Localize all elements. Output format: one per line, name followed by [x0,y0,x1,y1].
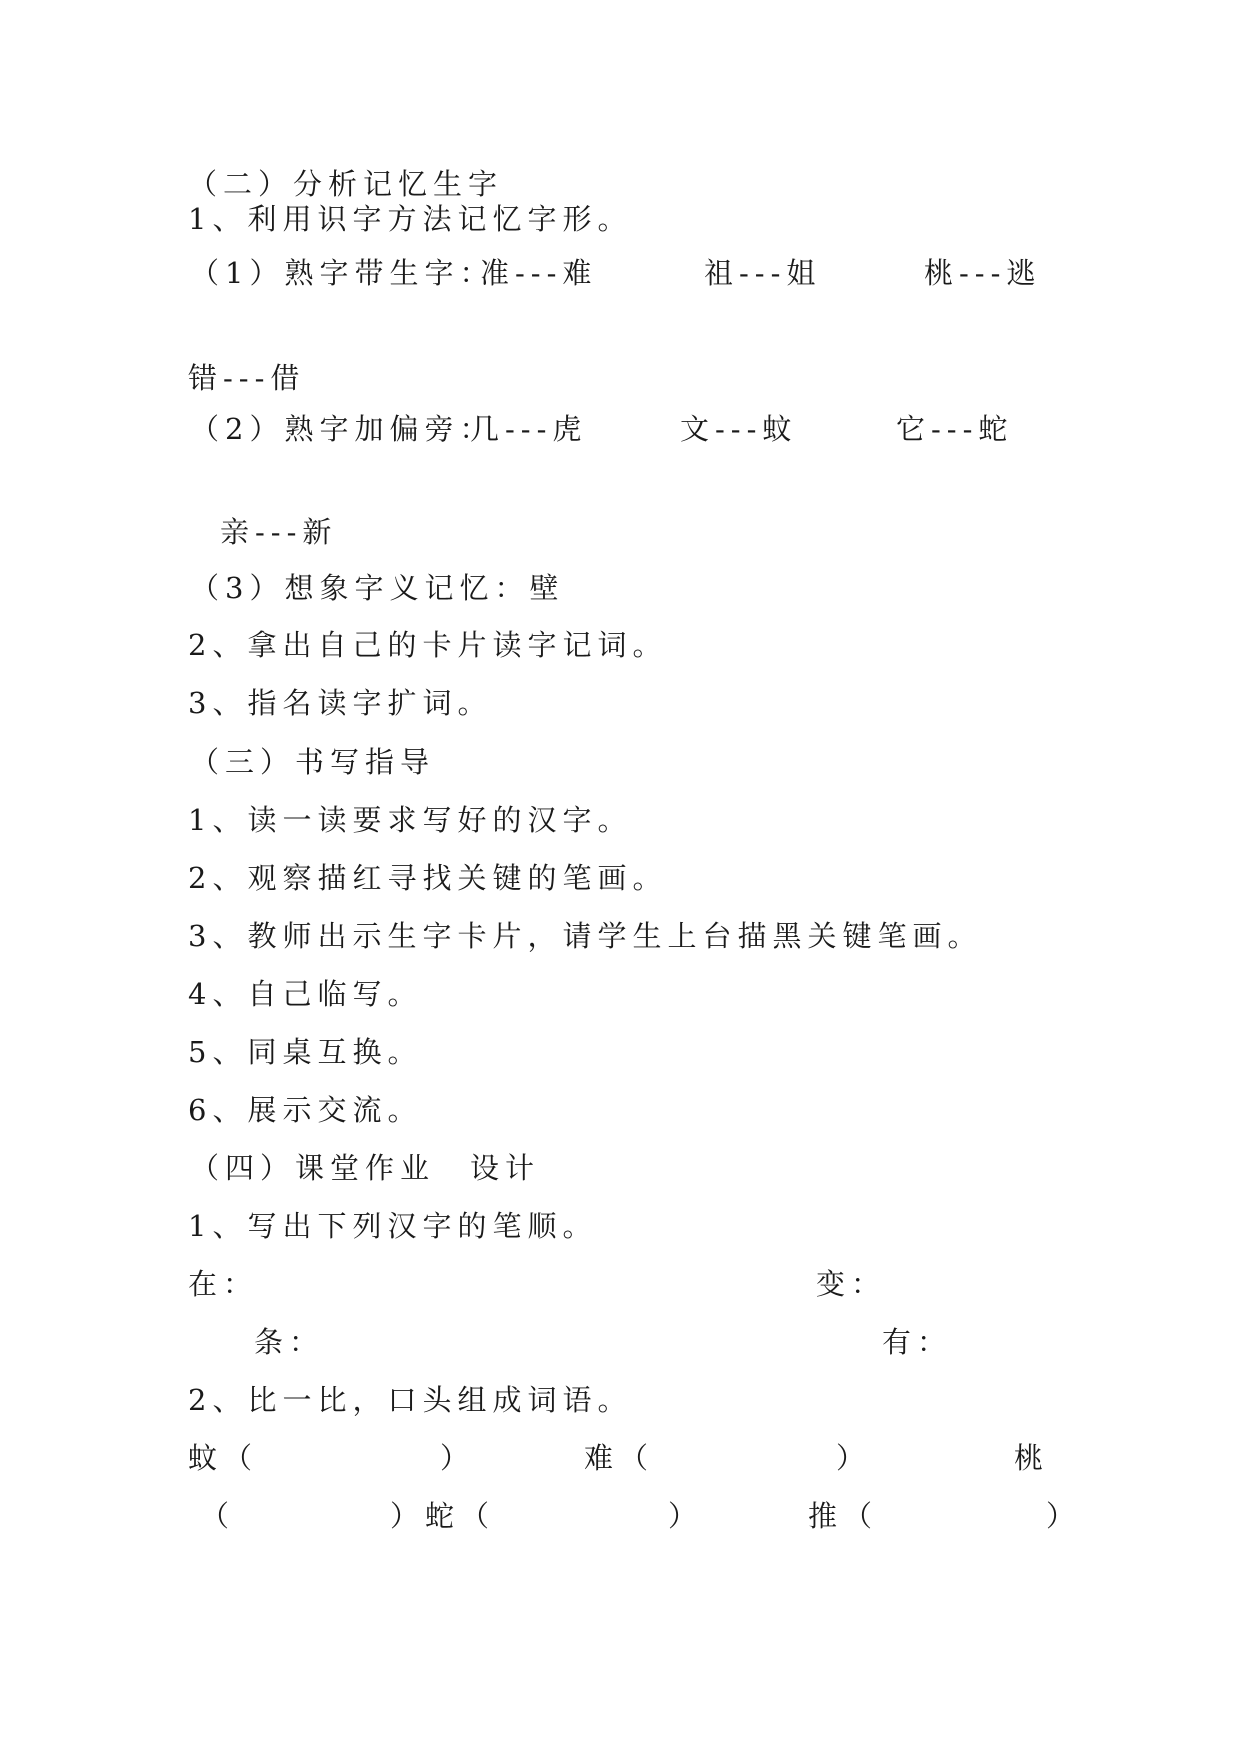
compare-r2-c: ） [668,1499,704,1533]
compare-r1-b: ） [440,1441,476,1475]
section2-item1: 1、利用识字方法记忆字形。 [188,202,633,236]
sub2-pair-4: 亲---新 [220,515,338,549]
stroke-char-4: 有： [882,1325,953,1359]
compare-r1-c: 难（ [584,1441,655,1475]
section4-heading: （四）课堂作业 设计 [190,1151,541,1185]
stroke-char-1: 在： [188,1267,259,1301]
stroke-char-3: 条： [254,1325,325,1359]
sub2-pair-2: 文---蚊 [680,412,798,446]
stroke-char-2: 变： [816,1267,887,1301]
compare-r2-e: ） [1046,1499,1082,1533]
section4-item1: 1、写出下列汉字的笔顺。 [188,1209,598,1243]
section3-item-4: 4、自己临写。 [188,977,423,1011]
sub1-pair-2: 祖---姐 [704,256,822,290]
section3-item-3: 3、教师出示生字卡片，请学生上台描黑关键笔画。 [188,919,983,953]
compare-r1-e: 桃 [1014,1441,1050,1475]
sub3-line: （3）想象字义记忆：壁 [190,571,565,605]
compare-r1-a: 蚊（ [188,1441,259,1475]
section4-item2: 2、比一比，口头组成词语。 [188,1383,633,1417]
section3-item-6: 6、展示交流。 [188,1093,423,1127]
section2-heading: （二）分析记忆生字 [188,167,504,201]
sub1-pair-3: 桃---逃 [924,256,1042,290]
section3-heading: （三）书写指导 [190,745,436,779]
sub2-pair-1: 几---虎 [470,412,588,446]
section2-item3: 3、指名读字扩词。 [188,686,493,720]
compare-r2-b: ）蛇（ [390,1499,496,1533]
sub2-pair-3: 它---蛇 [896,412,1014,446]
section3-item-1: 1、读一读要求写好的汉字。 [188,803,633,837]
compare-r1-d: ） [836,1441,872,1475]
compare-r2-a: （ [200,1499,236,1533]
section3-item-5: 5、同桌互换。 [188,1035,423,1069]
section2-item2: 2、拿出自己的卡片读字记词。 [188,628,668,662]
sub1-pair-4: 错---借 [188,361,306,395]
sub1-label: （1）熟字带生字： [190,256,495,290]
compare-r2-d: 推（ [808,1499,879,1533]
sub1-pair-1: 准---难 [480,256,598,290]
sub2-label: （2）熟字加偏旁： [190,412,495,446]
section3-item-2: 2、观察描红寻找关键的笔画。 [188,861,668,895]
